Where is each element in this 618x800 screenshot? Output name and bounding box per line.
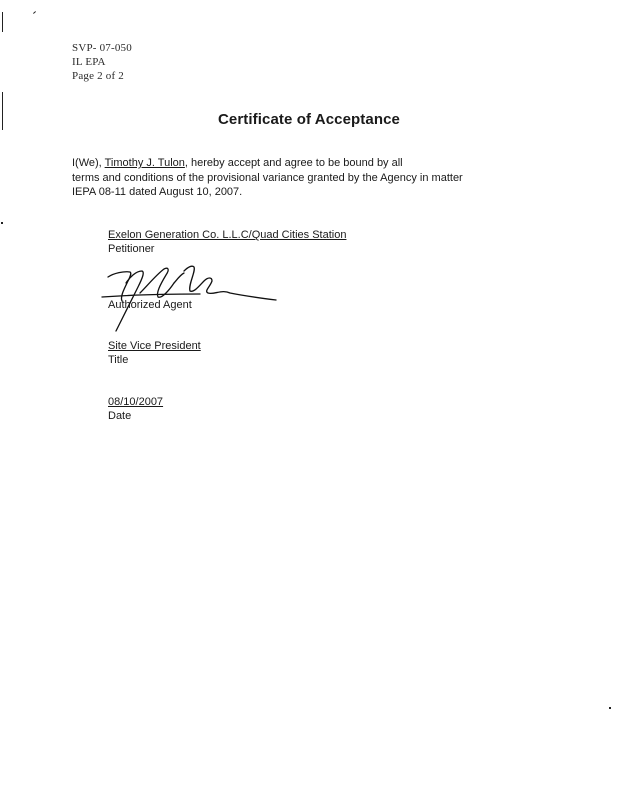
title-value: Site Vice President	[108, 340, 201, 352]
petitioner-value: Exelon Generation Co. L.L.C/Quad Cities Station	[108, 229, 347, 241]
scan-artifact-tick	[33, 11, 36, 14]
document-header	[72, 41, 132, 83]
petitioner-label: Petitioner	[108, 243, 155, 255]
page-number: Page 2 of 2	[72, 70, 124, 82]
statement-prefix: I(We),	[72, 157, 105, 169]
signer-name: Timothy J. Tulon	[104, 157, 185, 169]
scan-artifact-left-bar-top	[2, 12, 3, 32]
date-block	[108, 395, 163, 423]
date-value: 08/10/2007	[108, 396, 164, 408]
acceptance-statement	[72, 156, 542, 200]
handwritten-signature	[100, 263, 280, 335]
doc-number: SVP- 07-050	[72, 42, 132, 54]
statement-line-2: terms and conditions of the provisional variance granted by the Agency in matter	[72, 171, 463, 184]
statement-line-3: IEPA 08-11 dated August 10, 2007.	[72, 186, 243, 198]
agency-name: IL EPA	[72, 56, 106, 68]
title-label: Title	[108, 354, 129, 366]
statement-line-1	[72, 156, 542, 171]
title-block	[108, 339, 201, 367]
statement-line-1-suffix: , hereby accept and agree to be bound by all	[184, 157, 403, 169]
date-label: Date	[108, 410, 132, 422]
scan-artifact-dot-left	[1, 222, 3, 224]
petitioner-block	[108, 228, 346, 256]
agent-label: Authorized Agent	[108, 299, 192, 311]
scan-artifact-dot-right	[609, 707, 611, 709]
page-title: Certificate of Acceptance	[217, 111, 400, 128]
